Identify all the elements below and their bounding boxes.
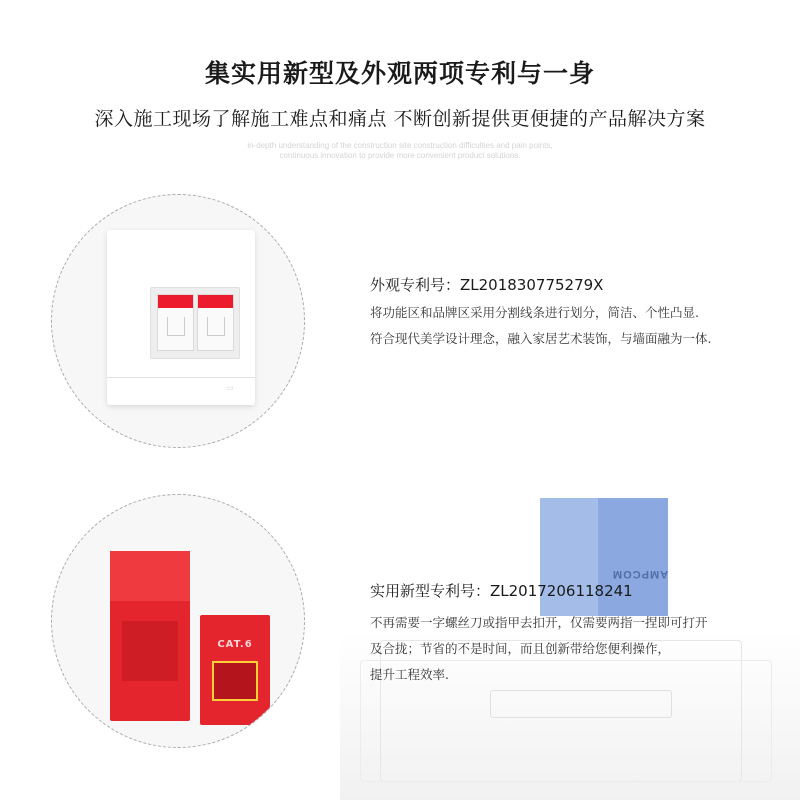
design-patent-description — [370, 300, 711, 352]
rj45-port — [157, 294, 194, 351]
port-slot — [207, 317, 225, 336]
description-line: 符合现代美学设计理念，融入家居艺术装饰，与墙面融为一体. — [370, 331, 712, 346]
keystone-module-small — [200, 615, 270, 725]
port-slot — [167, 317, 185, 336]
coupler-brand: AMPCOM — [612, 568, 669, 580]
design-patent-title: 外观专利号：ZL201830775279X — [370, 276, 604, 294]
utility-patent-description — [370, 610, 708, 688]
english-caption — [0, 141, 800, 161]
utility-patent-title: 实用新型专利号：ZL2017206118241 — [370, 582, 633, 600]
page-subtitle: 深入施工现场了解施工难点和痛点 不断创新提供更便捷的产品解决方案 — [94, 108, 706, 130]
english-caption-line-1: in-depth understanding of the construction site construction difficulties and pain points, — [247, 141, 553, 150]
plate-divider-line — [107, 377, 255, 378]
page-title: 集实用新型及外观两项专利与一身 — [204, 59, 595, 88]
description-line: 及合拢；节省的不是时间，而且创新带给您便利操作， — [370, 641, 671, 656]
rj45-port — [197, 294, 234, 351]
port-shutter — [198, 295, 233, 308]
keystone-image — [51, 494, 305, 748]
ghost-plate — [490, 690, 672, 718]
keystone-module-large — [110, 551, 190, 721]
description-line: 提升工程效率. — [370, 667, 449, 682]
plate-logo: ▭ — [227, 385, 234, 392]
wall-plate-image — [51, 194, 305, 448]
keystone-window — [122, 621, 178, 681]
english-caption-line-2: continuous innovation to provide more convenient product solutions. — [279, 151, 521, 160]
description-line: 将功能区和品牌区采用分割线条进行划分，简洁、个性凸显. — [370, 305, 699, 320]
keystone-label: CAT.6 — [217, 639, 253, 650]
keystone-top — [110, 551, 190, 601]
description-line: 不再需要一字螺丝刀或指甲去扣开，仅需要两指一捏即可打开 — [370, 615, 708, 630]
dual-port-frame — [150, 287, 240, 359]
wall-plate — [107, 230, 255, 405]
keystone-jack — [212, 661, 258, 701]
port-shutter — [158, 295, 193, 308]
